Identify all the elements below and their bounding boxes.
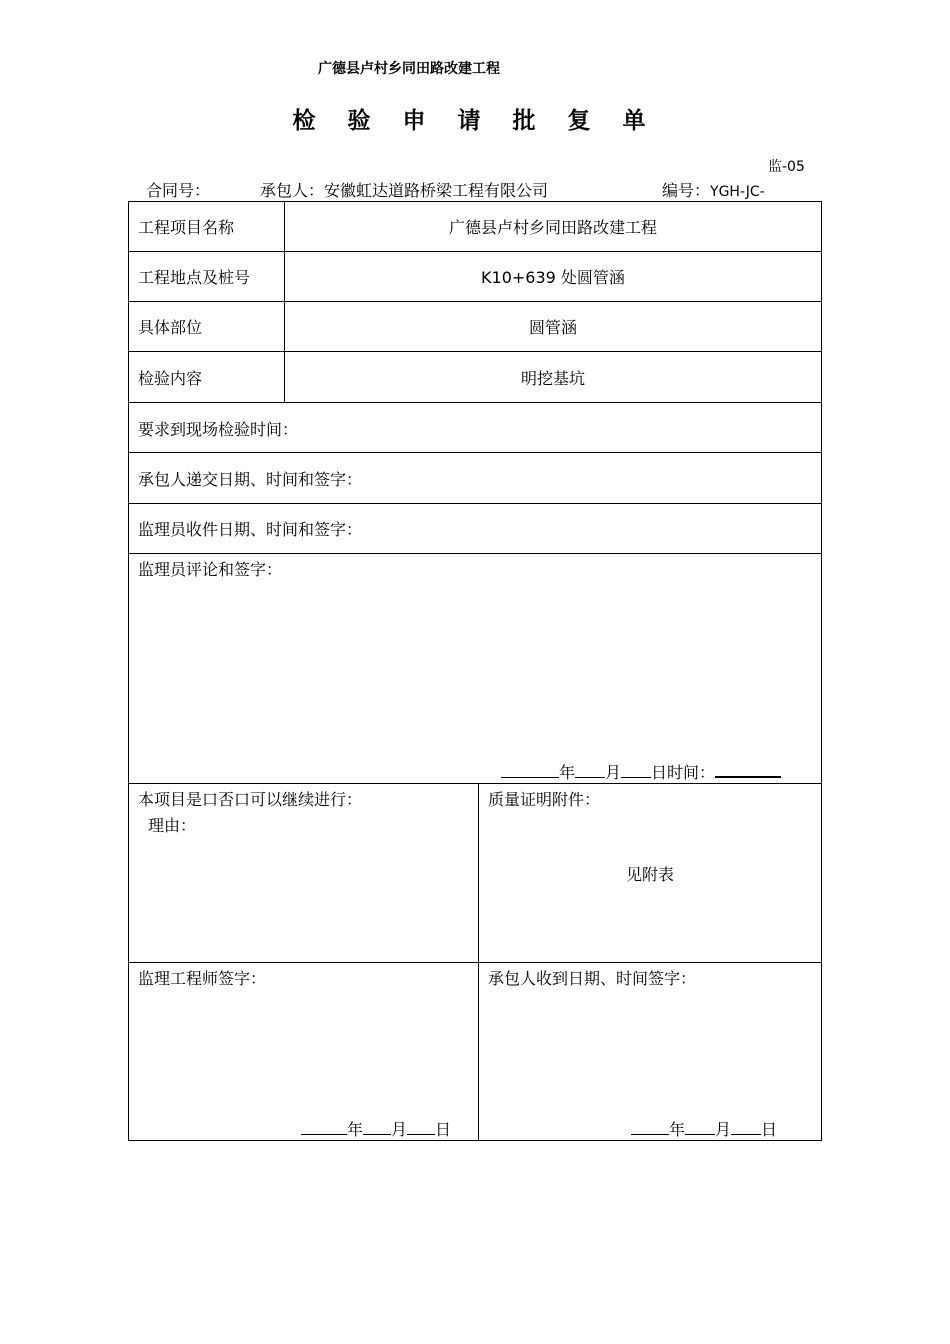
table-border-left (128, 201, 129, 1141)
lower-column-divider (478, 783, 479, 1141)
location-value: K10+639 处圆管涵 (481, 268, 625, 287)
contractor-name: 安徽虹达道路桥梁工程有限公司 (324, 181, 549, 200)
location-label: 工程地点及桩号 (138, 268, 251, 287)
year-blank (501, 762, 559, 778)
contractor-receive-label: 承包人收到日期、时间签字： (488, 969, 697, 988)
row-divider (128, 301, 822, 302)
part-value: 圆管涵 (528, 318, 577, 337)
contractor-submit-label: 承包人递交日期、时间和签字： (138, 470, 363, 489)
engineer-date-line (301, 1117, 451, 1140)
comment-date-line (501, 760, 781, 783)
month-label: 月 (605, 763, 622, 782)
continue-label: 本项目是口否口可以继续进行： (138, 790, 363, 809)
year-label: 年 (559, 763, 576, 782)
inspection-form-table (128, 201, 822, 1141)
day-blank (731, 1119, 761, 1135)
day-blank (407, 1119, 435, 1135)
day-label: 日 (761, 1120, 778, 1139)
row-divider (128, 553, 822, 554)
project-name-value: 广德县卢村乡同田路改建工程 (448, 218, 657, 237)
month-label: 月 (715, 1120, 732, 1139)
table-border-bottom (128, 1140, 822, 1141)
contractor-date-line (631, 1117, 777, 1140)
serial-line (662, 178, 765, 201)
contract-no-label: 合同号： (146, 181, 211, 200)
header-project-name: 广德县卢村乡同田路改建工程 (318, 61, 500, 77)
row-divider (128, 452, 822, 453)
year-label: 年 (347, 1120, 364, 1139)
required-time-label: 要求到现场检验时间： (138, 420, 299, 439)
document-title: 检 验 申 请 批 复 单 (292, 108, 658, 134)
row-divider (128, 962, 822, 963)
row-divider (128, 783, 822, 784)
form-code: 监-05 (768, 159, 805, 175)
year-blank (631, 1119, 669, 1135)
row-divider (128, 351, 822, 352)
day-time-label: 日时间： (651, 763, 716, 782)
year-label: 年 (669, 1120, 686, 1139)
day-blank (621, 762, 651, 778)
content-label: 检验内容 (138, 369, 203, 388)
inspector-receive-label: 监理员收件日期、时间和签字： (138, 520, 363, 539)
month-label: 月 (391, 1120, 408, 1139)
day-label: 日 (435, 1120, 452, 1139)
month-blank (685, 1119, 715, 1135)
content-value: 明挖基坑 (520, 369, 585, 388)
quality-attachment-label: 质量证明附件： (488, 790, 601, 809)
month-blank (575, 762, 605, 778)
row-divider (128, 251, 822, 252)
time-blank (715, 761, 781, 778)
serial-label: 编号： (662, 181, 711, 200)
row-divider (128, 503, 822, 504)
contractor-line (260, 178, 548, 201)
month-blank (363, 1119, 391, 1135)
engineer-signature-label: 监理工程师签字： (138, 969, 267, 988)
year-blank (301, 1119, 347, 1135)
serial-value: YGH-JC- (710, 184, 765, 200)
inspector-comment-label: 监理员评论和签字： (138, 560, 283, 579)
attachment-value: 见附表 (625, 865, 674, 884)
part-label: 具体部位 (138, 318, 203, 337)
row-divider (128, 402, 822, 403)
reason-label: 理由： (148, 816, 197, 835)
table-border-top (128, 201, 822, 202)
contractor-label: 承包人： (260, 181, 325, 200)
project-name-label: 工程项目名称 (138, 218, 235, 237)
table-border-right (821, 201, 822, 1141)
